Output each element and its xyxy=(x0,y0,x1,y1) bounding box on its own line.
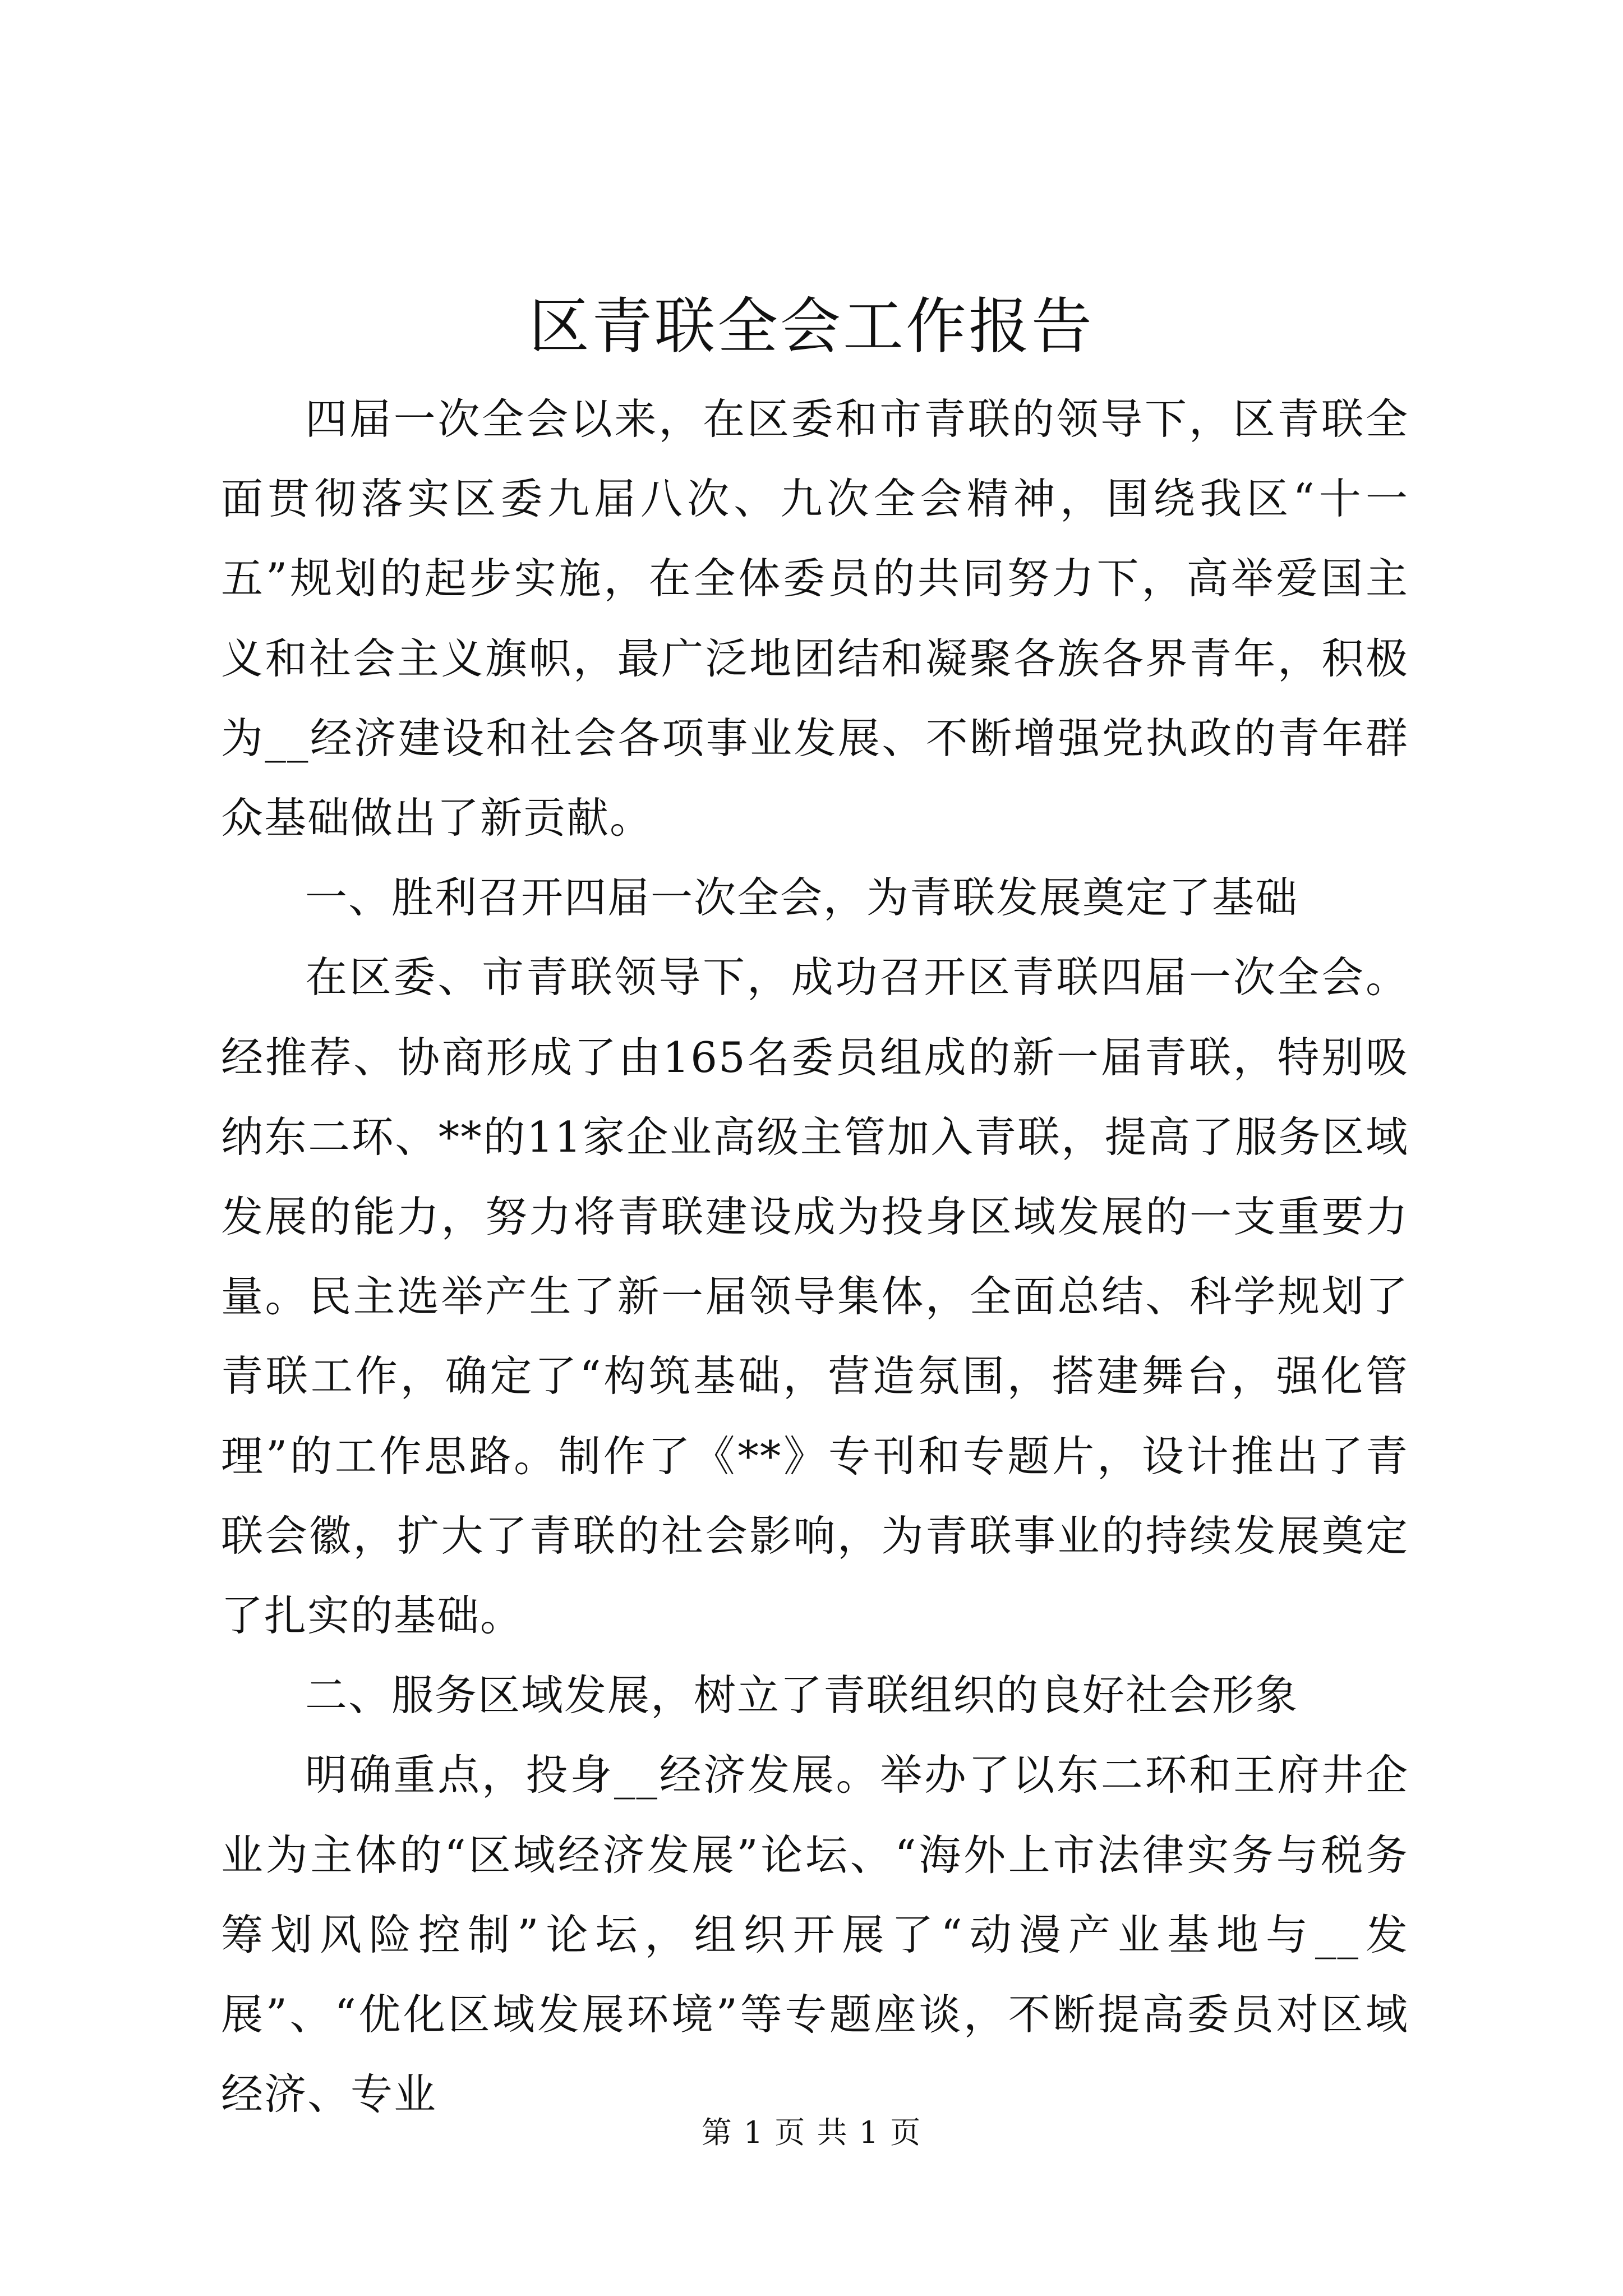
section-heading-1: 一、胜利召开四届一次全会，为青联发展奠定了基础 xyxy=(305,873,1299,923)
document-title: 区青联全会工作报告 xyxy=(528,292,1094,362)
paragraph-section-1: 在区委、市青联领导下，成功召开区青联四届一次全会。经推荐、协商形成了由165名委员组成的新一届青联，特别吸纳东二环、**的11家企业高级主管加入青联，提高了服务区域发展的能力，努力将青联建设成为投身区域发展的一支重要力量。民主选举产生了新一届领导集体，全面总结、科学规划了青联工作，确定了“构筑基础，营造氛围，搭建舞台，强化管理”的工作思路。制作了《**》专刊和专题片，设计推出了青联会徽，扩大了青联的社会影响，为青联事业的持续发展奠定了扎实的基础。 xyxy=(221,953,1409,1641)
document-body xyxy=(221,379,1409,2134)
section-heading-2: 二、服务区域发展，树立了青联组织的良好社会形象 xyxy=(305,1671,1299,1720)
paragraph-intro: 四届一次全会以来，在区委和市青联的领导下，区青联全面贯彻落实区委九届八次、九次全会精神，围绕我区“十一五”规划的起步实施，在全体委员的共同努力下，高举爱国主义和社会主义旗帜，最广泛地团结和凝聚各族各界青年，积极为__经济建设和社会各项事业发展、不断增强党执政的青年群众基础做出了新贡献。 xyxy=(221,394,1409,843)
paragraph-section-2: 明确重点，投身__经济发展。举办了以东二环和王府井企业为主体的“区域经济发展”论坛、“海外上市法律实务与税务筹划风险控制”论坛，组织开展了“动漫产业基地与__发展”、“优化区域发展环境”等专题座谈，不断提高委员对区域经济、专业 xyxy=(221,1750,1409,2119)
page-number-footer: 第 1 页 共 1 页 xyxy=(701,2115,922,2150)
